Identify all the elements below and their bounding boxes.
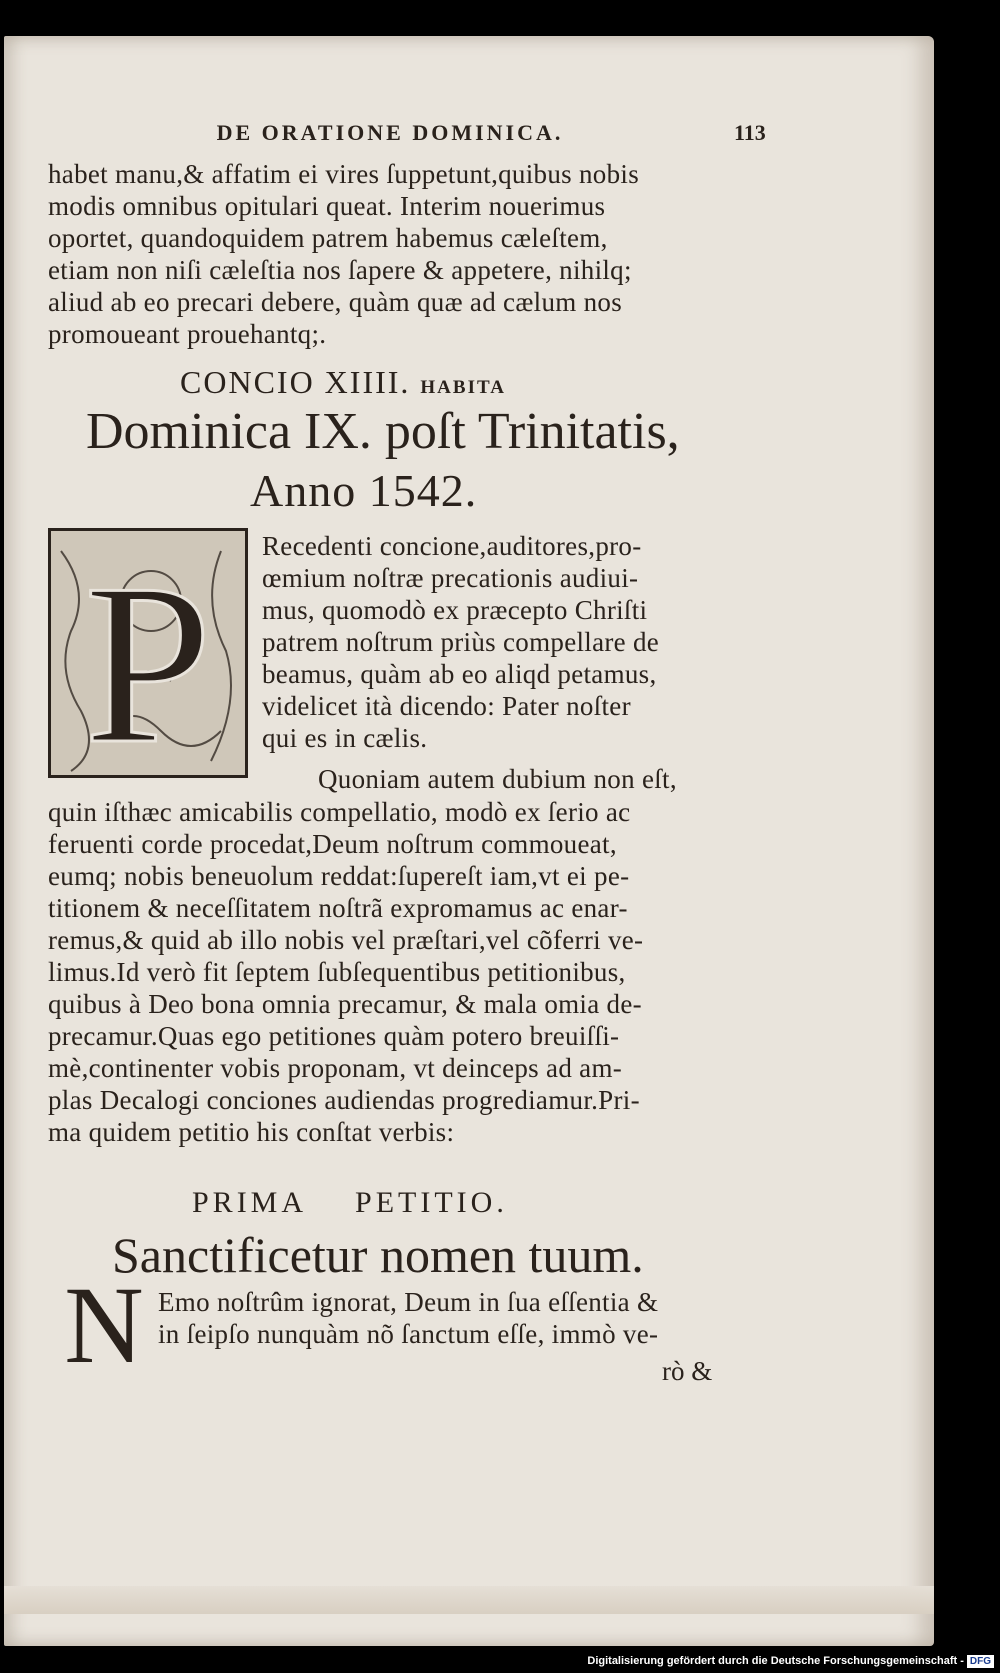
woodcut-initial-icon	[51, 531, 245, 775]
petitio-heading	[192, 1186, 508, 1220]
text-line: qui es in cælis.	[262, 723, 428, 753]
catchword: rò &	[662, 1356, 713, 1386]
final-paragraph	[158, 1286, 724, 1350]
initial-n	[56, 1278, 152, 1366]
initial-letter-glyph: P	[84, 536, 212, 775]
text-line: etiam non niſi cæleſtia nos ſapere & appetere, nihilq;	[48, 255, 632, 285]
body-paragraph	[48, 796, 724, 1148]
dfg-footer	[587, 1653, 994, 1669]
text-line: modis omnibus opitulari queat. Interim nouerimus	[48, 191, 606, 221]
dominica-title: Dominica IX. poſt Trinitatis,	[86, 403, 680, 460]
page-edge	[4, 1586, 934, 1614]
text-line: habet manu,& affatim ei vires ſuppetunt,quibus nobis	[48, 159, 639, 189]
initial-n-glyph: N	[64, 1278, 144, 1366]
anno-title: Anno 1542.	[250, 465, 478, 516]
concio-habita: HABITA	[420, 377, 506, 398]
text-line: mè,continenter vobis proponam, vt deinceps ad am-	[48, 1053, 623, 1083]
footer-text: Digitalisierung gefördert durch die Deutsche Forschungsgemeinschaft -	[587, 1655, 964, 1667]
concio-heading	[180, 364, 506, 401]
text-line: plas Decalogi conciones audiendas progrediamur.Pri-	[48, 1085, 640, 1115]
text-line: oportet, quandoquidem patrem habemus cæleſtem,	[48, 223, 608, 253]
petitio-title: Sanctificetur nomen tuum.	[112, 1227, 644, 1283]
text-line: videlicet ità dicendo: Pater noſter	[262, 691, 631, 721]
text-line: eumq; nobis beneuolum reddat:ſupereſt iam,vt ei pe-	[48, 861, 630, 891]
text-line: quin iſthæc amicabilis compellatio, modò ex ſerio ac	[48, 797, 631, 827]
initial-paragraph	[262, 530, 724, 754]
folio-number: 113	[734, 120, 766, 145]
paragraph-first-line: Quoniam autem dubium non eſt,	[318, 764, 677, 794]
text-line: titionem & neceſſitatem noſtrã expromamus ac enar-	[48, 893, 628, 923]
text-line: mus, quomodò ex præcepto Chriſti	[262, 595, 648, 625]
petitio-word-prima: PRIMA	[192, 1186, 308, 1219]
dfg-logo-icon: DFG	[967, 1655, 994, 1668]
text-line: in ſeipſo nunquàm nõ ſanctum eſſe, immò ve-	[158, 1319, 659, 1349]
text-line: limus.Id verò fit ſeptem ſubſequentibus petitionibus,	[48, 957, 626, 987]
text-line: quibus à Deo bona omnia precamur, & mala omia de-	[48, 989, 642, 1019]
text-line: promoueant prouehantq;.	[48, 319, 327, 349]
text-line: Emo noſtrûm ignorat, Deum in ſua eſſentia &	[158, 1287, 659, 1317]
text-line: aliud ab eo precari debere, quàm quæ ad cælum nos	[48, 287, 623, 317]
initial-n-icon	[56, 1278, 152, 1366]
text-line: Recedenti concione,auditores,pro-	[262, 531, 642, 561]
text-line: feruenti corde procedat,Deum noſtrum commoueat,	[48, 829, 617, 859]
text-line: beamus, quàm ab eo aliqd petamus,	[262, 659, 657, 689]
text-line: precamur.Quas ego petitiones quàm potero breuiſſi-	[48, 1021, 620, 1051]
petitio-word-petitio: PETITIO.	[355, 1186, 508, 1219]
decorated-initial-p	[48, 528, 248, 778]
text-line: remus,& quid ab illo nobis vel præſtari,vel cõferri ve-	[48, 925, 644, 955]
text-line: patrem noſtrum priùs compellare de	[262, 627, 660, 657]
text-line: œmium noſtræ precationis audiui-	[262, 563, 639, 593]
running-head: DE ORATIONE DOMINICA.	[216, 120, 564, 145]
concio-number: CONCIO XIIII.	[180, 364, 411, 400]
opening-paragraph	[48, 158, 724, 350]
text-line: ma quidem petitio his conſtat verbis:	[48, 1117, 455, 1147]
